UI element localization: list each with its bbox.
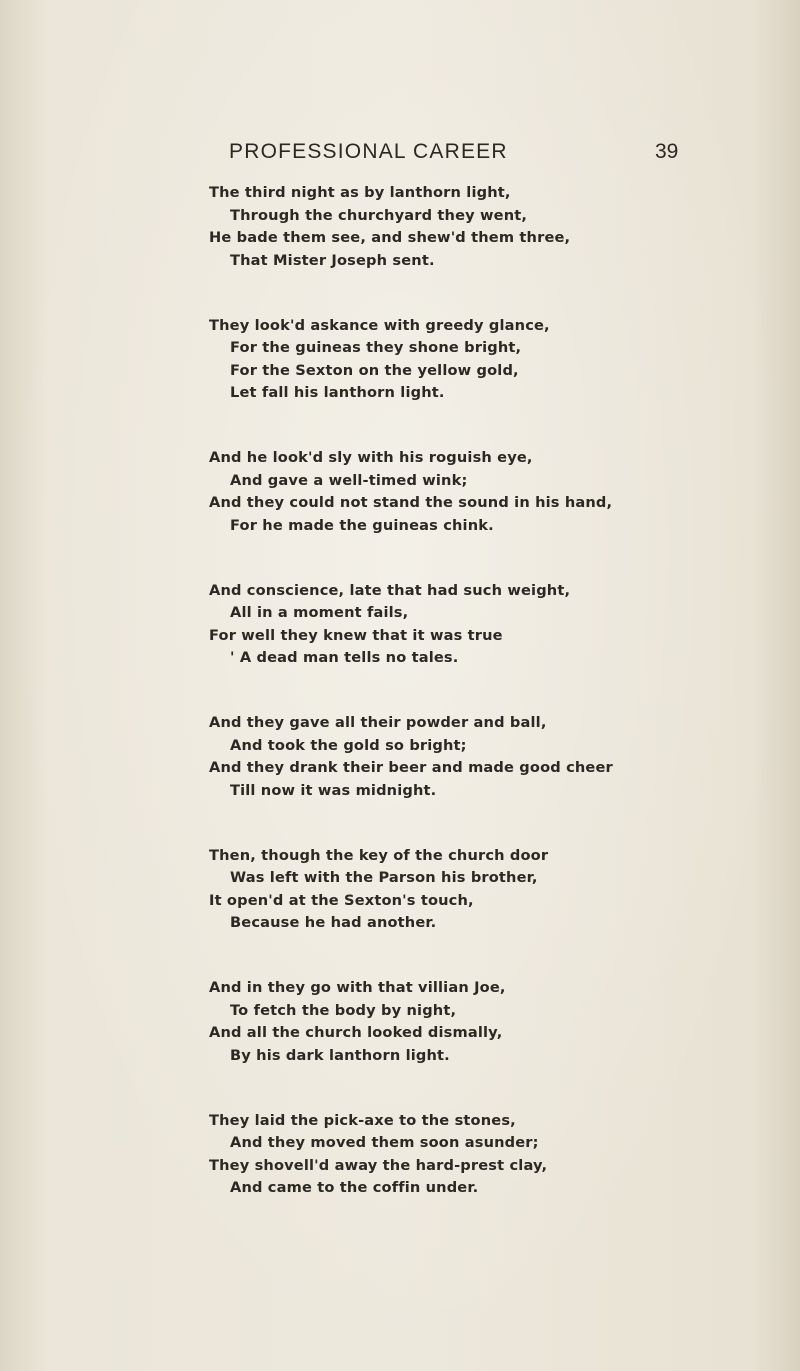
stanza-8: [209, 1110, 779, 1200]
poem-line: And they gave all their powder and ball,: [209, 714, 547, 731]
poem-line: To fetch the body by night,: [230, 1001, 457, 1019]
poem-line: And they moved them soon asunder;: [230, 1134, 539, 1151]
poem-line: Let fall his lanthorn light.: [230, 384, 445, 401]
stanza-5: [209, 712, 779, 802]
poem-line: It open'd at the Sexton's touch,: [209, 891, 474, 909]
page-number: 39: [655, 140, 679, 163]
poem-line: And they drank their beer and made good cheer: [209, 759, 613, 776]
poem-line: The third night as by lanthorn light,: [209, 184, 511, 201]
poem-line: They laid the pick-axe to the stones,: [209, 1111, 516, 1129]
poem-line: For the guineas they shone bright,: [230, 339, 522, 356]
poem-line: For the Sexton on the yellow gold,: [230, 361, 519, 379]
stanza-4: [209, 580, 779, 670]
poem-line: Till now it was midnight.: [230, 781, 437, 799]
poem-line: For well they knew that it was true: [209, 626, 503, 644]
poem-line: And he look'd sly with his roguish eye,: [209, 449, 533, 466]
stanza-7: [209, 977, 779, 1067]
poem-line: He bade them see, and shew'd them three,: [209, 229, 571, 246]
poem-line: And in they go with that villian Joe,: [209, 979, 506, 996]
poem-line: That Mister Joseph sent.: [230, 251, 435, 269]
poem-line: ' A dead man tells no tales.: [230, 649, 459, 666]
poem-line: And took the gold so bright;: [230, 736, 467, 754]
stanza-1: [209, 182, 779, 272]
poem-line: Because he had another.: [230, 914, 437, 931]
poem-line: By his dark lanthorn light.: [230, 1046, 450, 1064]
poem-line: All in a moment fails,: [230, 604, 409, 621]
poem-line: And they could not stand the sound in his hand,: [209, 494, 613, 511]
poem-line: And all the church looked dismally,: [209, 1024, 503, 1041]
poem-line: They shovell'd away the hard-prest clay,: [209, 1156, 548, 1174]
poem-line: Then, though the key of the church door: [209, 846, 549, 864]
stanza-3: [209, 447, 779, 537]
poem-line: Through the churchyard they went,: [230, 206, 528, 224]
poem-line: For he made the guineas chink.: [230, 516, 494, 534]
running-head-title: PROFESSIONAL CAREER: [229, 140, 508, 163]
poem-line: They look'd askance with greedy glance,: [209, 316, 550, 334]
poem-line: And gave a well-timed wink;: [230, 471, 468, 489]
poem-line: And conscience, late that had such weight,: [209, 581, 571, 599]
poem-line: Was left with the Parson his brother,: [230, 869, 538, 886]
stanza-6: [209, 845, 779, 935]
poem-line: And came to the coffin under.: [230, 1179, 479, 1196]
poem-body: [209, 182, 779, 1242]
stanza-2: [209, 315, 779, 405]
